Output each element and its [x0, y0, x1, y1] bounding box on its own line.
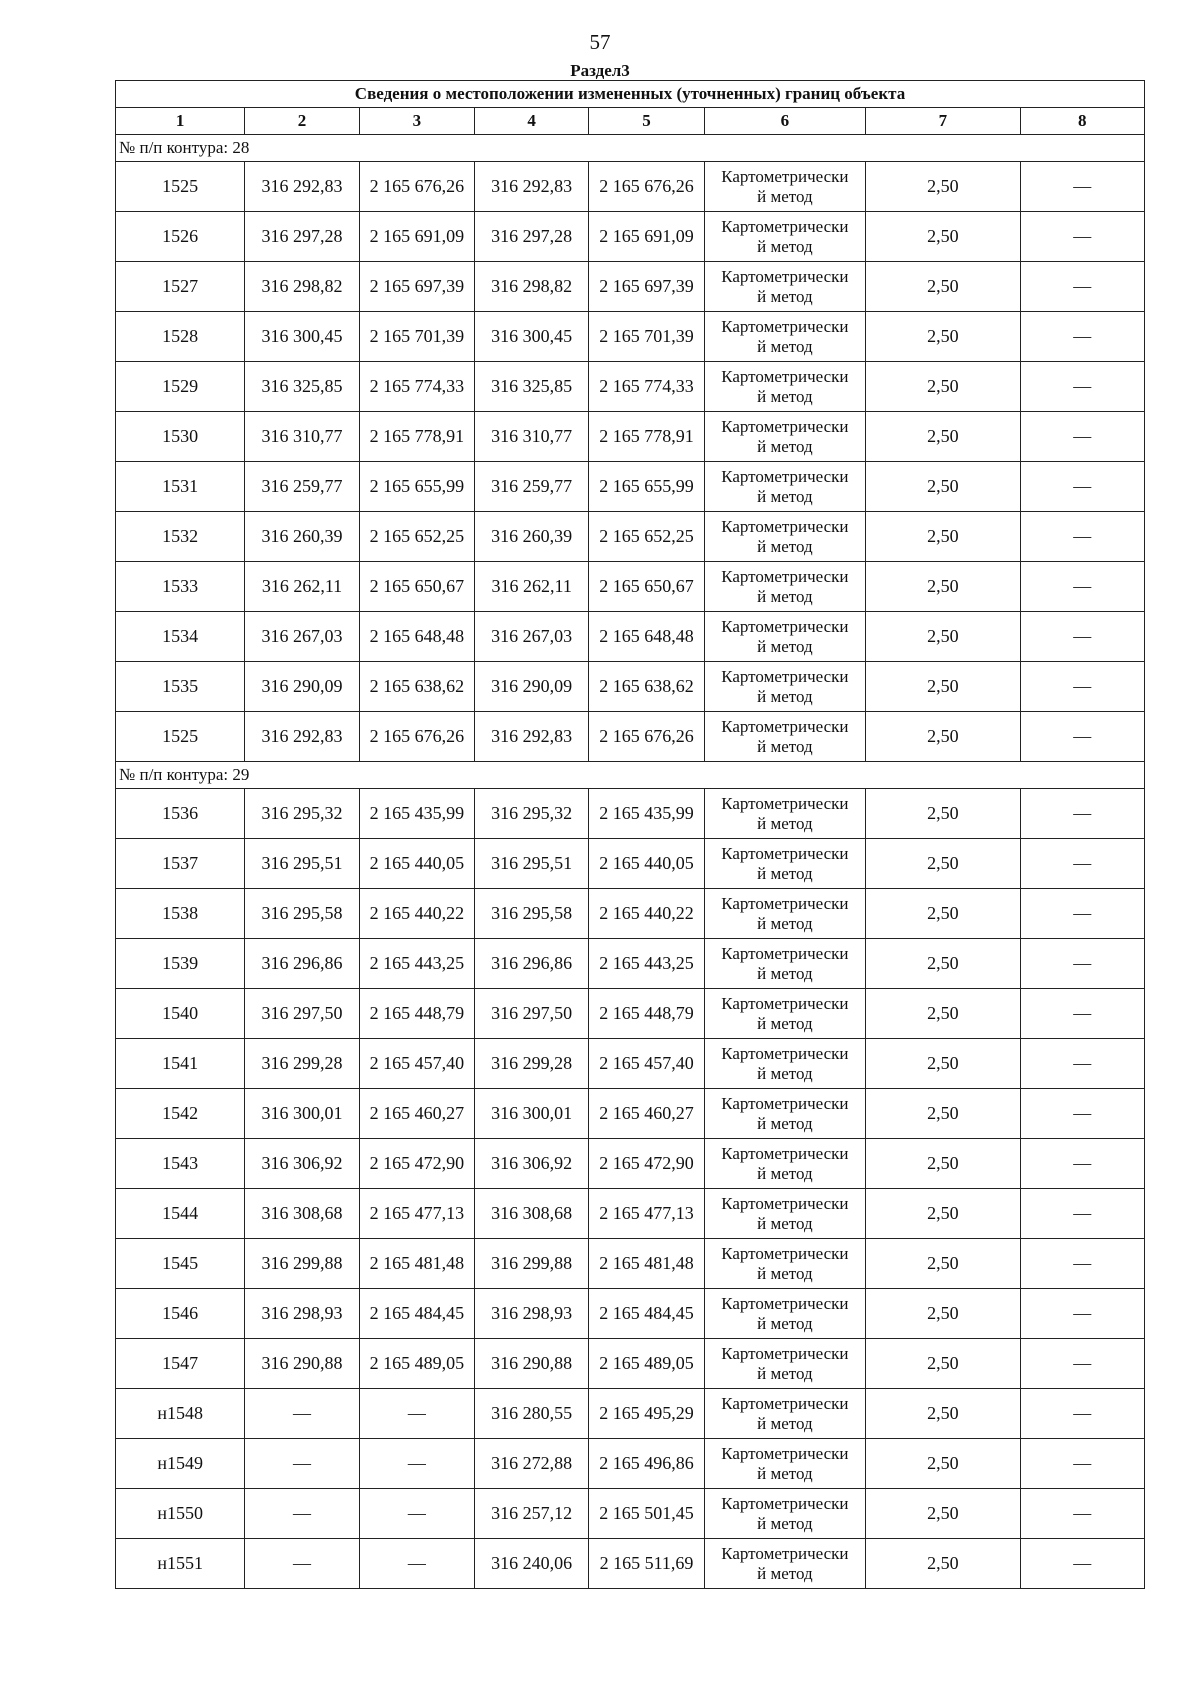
- page-number: 57: [589, 30, 611, 54]
- old-x-cell: 316 292,83: [245, 712, 359, 762]
- description-cell: —: [1020, 1089, 1144, 1139]
- new-x-cell: 316 240,06: [475, 1539, 589, 1589]
- description-cell: —: [1020, 1389, 1144, 1439]
- description-cell: —: [1020, 989, 1144, 1039]
- new-x-cell: 316 297,50: [475, 989, 589, 1039]
- new-y-cell: 2 165 701,39: [589, 312, 704, 362]
- method-cell: Картометрически й метод: [704, 612, 865, 662]
- contour-label: № п/п контура: 29: [116, 762, 1145, 789]
- accuracy-cell: 2,50: [866, 1039, 1020, 1089]
- accuracy-cell: 2,50: [866, 1189, 1020, 1239]
- accuracy-cell: 2,50: [866, 1289, 1020, 1339]
- old-y-cell: —: [359, 1439, 474, 1489]
- old-x-cell: —: [245, 1539, 359, 1589]
- new-y-cell: 2 165 652,25: [589, 512, 704, 562]
- new-y-cell: 2 165 501,45: [589, 1489, 704, 1539]
- accuracy-cell: 2,50: [866, 989, 1020, 1039]
- column-number-cell: 7: [866, 108, 1020, 135]
- table-title: Сведения о местоположении измененных (уточненных) границ объекта: [116, 81, 1145, 108]
- accuracy-cell: 2,50: [866, 1439, 1020, 1489]
- old-x-cell: 316 290,88: [245, 1339, 359, 1389]
- accuracy-cell: 2,50: [866, 889, 1020, 939]
- old-y-cell: —: [359, 1539, 474, 1589]
- old-y-cell: 2 165 676,26: [359, 712, 474, 762]
- old-y-cell: 2 165 652,25: [359, 512, 474, 562]
- new-y-cell: 2 165 774,33: [589, 362, 704, 412]
- old-y-cell: 2 165 697,39: [359, 262, 474, 312]
- method-cell: Картометрически й метод: [704, 1289, 865, 1339]
- new-x-cell: 316 310,77: [475, 412, 589, 462]
- table-row: [116, 1489, 1145, 1539]
- description-cell: —: [1020, 889, 1144, 939]
- old-y-cell: 2 165 440,22: [359, 889, 474, 939]
- new-x-cell: 316 262,11: [475, 562, 589, 612]
- description-cell: —: [1020, 1139, 1144, 1189]
- method-cell: Картометрически й метод: [704, 162, 865, 212]
- accuracy-cell: 2,50: [866, 612, 1020, 662]
- old-y-cell: 2 165 489,05: [359, 1339, 474, 1389]
- accuracy-cell: 2,50: [866, 939, 1020, 989]
- method-cell: Картометрически й метод: [704, 1439, 865, 1489]
- new-y-cell: 2 165 489,05: [589, 1339, 704, 1389]
- column-number-cell: 8: [1020, 108, 1144, 135]
- table-row: [116, 1289, 1145, 1339]
- table-row: [116, 989, 1145, 1039]
- old-x-cell: 316 300,45: [245, 312, 359, 362]
- old-y-cell: —: [359, 1389, 474, 1439]
- boundary-coordinates-table: [115, 80, 1145, 1589]
- new-x-cell: 316 308,68: [475, 1189, 589, 1239]
- description-cell: —: [1020, 512, 1144, 562]
- new-x-cell: 316 295,32: [475, 789, 589, 839]
- new-y-cell: 2 165 496,86: [589, 1439, 704, 1489]
- method-cell: Картометрически й метод: [704, 462, 865, 512]
- method-cell: Картометрически й метод: [704, 989, 865, 1039]
- column-number-cell: 1: [116, 108, 245, 135]
- method-cell: Картометрически й метод: [704, 939, 865, 989]
- accuracy-cell: 2,50: [866, 212, 1020, 262]
- new-y-cell: 2 165 655,99: [589, 462, 704, 512]
- accuracy-cell: 2,50: [866, 312, 1020, 362]
- method-cell: Картометрически й метод: [704, 789, 865, 839]
- old-y-cell: 2 165 691,09: [359, 212, 474, 262]
- new-y-cell: 2 165 650,67: [589, 562, 704, 612]
- description-cell: —: [1020, 312, 1144, 362]
- table-row: [116, 462, 1145, 512]
- method-cell: Картометрически й метод: [704, 512, 865, 562]
- accuracy-cell: 2,50: [866, 262, 1020, 312]
- point-number-cell: 1535: [116, 662, 245, 712]
- old-x-cell: 316 300,01: [245, 1089, 359, 1139]
- old-x-cell: 316 295,58: [245, 889, 359, 939]
- accuracy-cell: 2,50: [866, 412, 1020, 462]
- old-y-cell: 2 165 655,99: [359, 462, 474, 512]
- old-x-cell: 316 306,92: [245, 1139, 359, 1189]
- method-cell: Картометрически й метод: [704, 1389, 865, 1439]
- method-cell: Картометрически й метод: [704, 1539, 865, 1589]
- new-x-cell: 316 299,88: [475, 1239, 589, 1289]
- old-y-cell: 2 165 435,99: [359, 789, 474, 839]
- old-x-cell: 316 325,85: [245, 362, 359, 412]
- new-x-cell: 316 290,09: [475, 662, 589, 712]
- old-x-cell: —: [245, 1439, 359, 1489]
- point-number-cell: н1550: [116, 1489, 245, 1539]
- new-y-cell: 2 165 448,79: [589, 989, 704, 1039]
- point-number-cell: 1544: [116, 1189, 245, 1239]
- old-x-cell: 316 267,03: [245, 612, 359, 662]
- accuracy-cell: 2,50: [866, 712, 1020, 762]
- table-row: [116, 789, 1145, 839]
- old-x-cell: 316 310,77: [245, 412, 359, 462]
- old-y-cell: 2 165 638,62: [359, 662, 474, 712]
- table-row: [116, 1089, 1145, 1139]
- accuracy-cell: 2,50: [866, 512, 1020, 562]
- method-cell: Картометрически й метод: [704, 1039, 865, 1089]
- method-cell: Картометрически й метод: [704, 212, 865, 262]
- new-x-cell: 316 306,92: [475, 1139, 589, 1189]
- old-x-cell: 316 295,32: [245, 789, 359, 839]
- accuracy-cell: 2,50: [866, 362, 1020, 412]
- point-number-cell: 1543: [116, 1139, 245, 1189]
- old-x-cell: 316 298,93: [245, 1289, 359, 1339]
- table-row: [116, 839, 1145, 889]
- table-row: [116, 312, 1145, 362]
- table-body: [116, 81, 1145, 1589]
- old-y-cell: 2 165 778,91: [359, 412, 474, 462]
- new-x-cell: 316 292,83: [475, 712, 589, 762]
- table-row: [116, 939, 1145, 989]
- point-number-cell: 1534: [116, 612, 245, 662]
- new-x-cell: 316 295,58: [475, 889, 589, 939]
- point-number-cell: 1538: [116, 889, 245, 939]
- old-x-cell: 316 299,88: [245, 1239, 359, 1289]
- accuracy-cell: 2,50: [866, 1489, 1020, 1539]
- description-cell: —: [1020, 262, 1144, 312]
- point-number-cell: н1548: [116, 1389, 245, 1439]
- table-row: [116, 1189, 1145, 1239]
- old-y-cell: —: [359, 1489, 474, 1539]
- description-cell: —: [1020, 212, 1144, 262]
- old-x-cell: —: [245, 1489, 359, 1539]
- new-y-cell: 2 165 481,48: [589, 1239, 704, 1289]
- method-cell: Картометрически й метод: [704, 1239, 865, 1289]
- old-y-cell: 2 165 457,40: [359, 1039, 474, 1089]
- new-y-cell: 2 165 676,26: [589, 162, 704, 212]
- description-cell: —: [1020, 412, 1144, 462]
- old-y-cell: 2 165 774,33: [359, 362, 474, 412]
- point-number-cell: 1527: [116, 262, 245, 312]
- column-number-cell: 5: [589, 108, 704, 135]
- method-cell: Картометрически й метод: [704, 262, 865, 312]
- table-row: [116, 612, 1145, 662]
- column-number-row: [116, 108, 1145, 135]
- new-x-cell: 316 280,55: [475, 1389, 589, 1439]
- old-x-cell: 316 262,11: [245, 562, 359, 612]
- point-number-cell: 1540: [116, 989, 245, 1039]
- method-cell: Картометрически й метод: [704, 412, 865, 462]
- old-x-cell: 316 298,82: [245, 262, 359, 312]
- method-cell: Картометрически й метод: [704, 712, 865, 762]
- new-y-cell: 2 165 484,45: [589, 1289, 704, 1339]
- accuracy-cell: 2,50: [866, 1089, 1020, 1139]
- new-x-cell: 316 298,93: [475, 1289, 589, 1339]
- method-cell: Картометрически й метод: [704, 839, 865, 889]
- table-row: [116, 1039, 1145, 1089]
- accuracy-cell: 2,50: [866, 1339, 1020, 1389]
- description-cell: —: [1020, 562, 1144, 612]
- method-cell: Картометрически й метод: [704, 362, 865, 412]
- column-number-cell: 2: [245, 108, 359, 135]
- old-y-cell: 2 165 676,26: [359, 162, 474, 212]
- new-x-cell: 316 325,85: [475, 362, 589, 412]
- description-cell: —: [1020, 1439, 1144, 1489]
- new-y-cell: 2 165 638,62: [589, 662, 704, 712]
- point-number-cell: 1530: [116, 412, 245, 462]
- point-number-cell: 1545: [116, 1239, 245, 1289]
- new-x-cell: 316 290,88: [475, 1339, 589, 1389]
- old-y-cell: 2 165 472,90: [359, 1139, 474, 1189]
- column-number-cell: 4: [475, 108, 589, 135]
- point-number-cell: 1526: [116, 212, 245, 262]
- method-cell: Картометрически й метод: [704, 662, 865, 712]
- description-cell: —: [1020, 1239, 1144, 1289]
- point-number-cell: 1531: [116, 462, 245, 512]
- old-x-cell: 316 295,51: [245, 839, 359, 889]
- new-x-cell: 316 297,28: [475, 212, 589, 262]
- new-y-cell: 2 165 460,27: [589, 1089, 704, 1139]
- new-x-cell: 316 300,45: [475, 312, 589, 362]
- accuracy-cell: 2,50: [866, 662, 1020, 712]
- old-x-cell: 316 260,39: [245, 512, 359, 562]
- accuracy-cell: 2,50: [866, 562, 1020, 612]
- point-number-cell: 1546: [116, 1289, 245, 1339]
- new-x-cell: 316 298,82: [475, 262, 589, 312]
- method-cell: Картометрически й метод: [704, 1189, 865, 1239]
- section-title: Раздел3: [570, 61, 630, 80]
- contour-header-row: [116, 762, 1145, 789]
- table-row: [116, 712, 1145, 762]
- description-cell: —: [1020, 162, 1144, 212]
- point-number-cell: 1537: [116, 839, 245, 889]
- accuracy-cell: 2,50: [866, 1539, 1020, 1589]
- old-y-cell: 2 165 701,39: [359, 312, 474, 362]
- point-number-cell: 1536: [116, 789, 245, 839]
- method-cell: Картометрически й метод: [704, 312, 865, 362]
- description-cell: —: [1020, 612, 1144, 662]
- accuracy-cell: 2,50: [866, 1139, 1020, 1189]
- new-y-cell: 2 165 495,29: [589, 1389, 704, 1439]
- new-y-cell: 2 165 511,69: [589, 1539, 704, 1589]
- table-title-row: [116, 81, 1145, 108]
- description-cell: —: [1020, 662, 1144, 712]
- old-y-cell: 2 165 443,25: [359, 939, 474, 989]
- old-x-cell: 316 296,86: [245, 939, 359, 989]
- old-x-cell: 316 308,68: [245, 1189, 359, 1239]
- table-row: [116, 889, 1145, 939]
- accuracy-cell: 2,50: [866, 839, 1020, 889]
- new-x-cell: 316 299,28: [475, 1039, 589, 1089]
- new-y-cell: 2 165 472,90: [589, 1139, 704, 1189]
- contour-header-row: [116, 135, 1145, 162]
- table-row: [116, 162, 1145, 212]
- point-number-cell: 1532: [116, 512, 245, 562]
- old-y-cell: 2 165 448,79: [359, 989, 474, 1039]
- table-row: [116, 1239, 1145, 1289]
- table-row: [116, 1339, 1145, 1389]
- point-number-cell: 1525: [116, 712, 245, 762]
- old-y-cell: 2 165 481,48: [359, 1239, 474, 1289]
- new-y-cell: 2 165 440,22: [589, 889, 704, 939]
- table-row: [116, 1389, 1145, 1439]
- new-y-cell: 2 165 691,09: [589, 212, 704, 262]
- table-row: [116, 1139, 1145, 1189]
- point-number-cell: н1549: [116, 1439, 245, 1489]
- point-number-cell: 1547: [116, 1339, 245, 1389]
- description-cell: —: [1020, 1189, 1144, 1239]
- column-number-cell: 3: [359, 108, 474, 135]
- description-cell: —: [1020, 712, 1144, 762]
- old-x-cell: 316 290,09: [245, 662, 359, 712]
- accuracy-cell: 2,50: [866, 1239, 1020, 1289]
- old-x-cell: 316 259,77: [245, 462, 359, 512]
- new-x-cell: 316 260,39: [475, 512, 589, 562]
- contour-label: № п/п контура: 28: [116, 135, 1145, 162]
- new-x-cell: 316 272,88: [475, 1439, 589, 1489]
- old-x-cell: 316 297,50: [245, 989, 359, 1039]
- accuracy-cell: 2,50: [866, 789, 1020, 839]
- point-number-cell: 1533: [116, 562, 245, 612]
- old-x-cell: —: [245, 1389, 359, 1439]
- accuracy-cell: 2,50: [866, 1389, 1020, 1439]
- description-cell: —: [1020, 1489, 1144, 1539]
- new-y-cell: 2 165 778,91: [589, 412, 704, 462]
- old-y-cell: 2 165 648,48: [359, 612, 474, 662]
- old-y-cell: 2 165 484,45: [359, 1289, 474, 1339]
- old-x-cell: 316 292,83: [245, 162, 359, 212]
- method-cell: Картометрически й метод: [704, 889, 865, 939]
- new-y-cell: 2 165 440,05: [589, 839, 704, 889]
- new-y-cell: 2 165 697,39: [589, 262, 704, 312]
- table-row: [116, 212, 1145, 262]
- description-cell: —: [1020, 1539, 1144, 1589]
- description-cell: —: [1020, 1289, 1144, 1339]
- table-row: [116, 362, 1145, 412]
- method-cell: Картометрически й метод: [704, 562, 865, 612]
- description-cell: —: [1020, 1339, 1144, 1389]
- new-x-cell: 316 257,12: [475, 1489, 589, 1539]
- old-y-cell: 2 165 440,05: [359, 839, 474, 889]
- point-number-cell: 1528: [116, 312, 245, 362]
- method-cell: Картометрически й метод: [704, 1339, 865, 1389]
- method-cell: Картометрически й метод: [704, 1489, 865, 1539]
- description-cell: —: [1020, 362, 1144, 412]
- accuracy-cell: 2,50: [866, 162, 1020, 212]
- old-y-cell: 2 165 650,67: [359, 562, 474, 612]
- column-number-cell: 6: [704, 108, 865, 135]
- table-row: [116, 262, 1145, 312]
- new-y-cell: 2 165 457,40: [589, 1039, 704, 1089]
- method-cell: Картометрически й метод: [704, 1089, 865, 1139]
- old-y-cell: 2 165 460,27: [359, 1089, 474, 1139]
- point-number-cell: н1551: [116, 1539, 245, 1589]
- new-y-cell: 2 165 648,48: [589, 612, 704, 662]
- new-x-cell: 316 295,51: [475, 839, 589, 889]
- old-x-cell: 316 297,28: [245, 212, 359, 262]
- table-row: [116, 562, 1145, 612]
- point-number-cell: 1525: [116, 162, 245, 212]
- description-cell: —: [1020, 789, 1144, 839]
- point-number-cell: 1541: [116, 1039, 245, 1089]
- new-x-cell: 316 292,83: [475, 162, 589, 212]
- method-cell: Картометрически й метод: [704, 1139, 865, 1189]
- table-row: [116, 412, 1145, 462]
- new-x-cell: 316 267,03: [475, 612, 589, 662]
- new-x-cell: 316 259,77: [475, 462, 589, 512]
- point-number-cell: 1542: [116, 1089, 245, 1139]
- description-cell: —: [1020, 1039, 1144, 1089]
- table-row: [116, 512, 1145, 562]
- old-x-cell: 316 299,28: [245, 1039, 359, 1089]
- new-x-cell: 316 300,01: [475, 1089, 589, 1139]
- old-y-cell: 2 165 477,13: [359, 1189, 474, 1239]
- accuracy-cell: 2,50: [866, 462, 1020, 512]
- point-number-cell: 1529: [116, 362, 245, 412]
- description-cell: —: [1020, 839, 1144, 889]
- table-row: [116, 662, 1145, 712]
- table-row: [116, 1539, 1145, 1589]
- description-cell: —: [1020, 939, 1144, 989]
- description-cell: —: [1020, 462, 1144, 512]
- new-y-cell: 2 165 435,99: [589, 789, 704, 839]
- new-y-cell: 2 165 477,13: [589, 1189, 704, 1239]
- table-row: [116, 1439, 1145, 1489]
- new-y-cell: 2 165 676,26: [589, 712, 704, 762]
- new-x-cell: 316 296,86: [475, 939, 589, 989]
- new-y-cell: 2 165 443,25: [589, 939, 704, 989]
- point-number-cell: 1539: [116, 939, 245, 989]
